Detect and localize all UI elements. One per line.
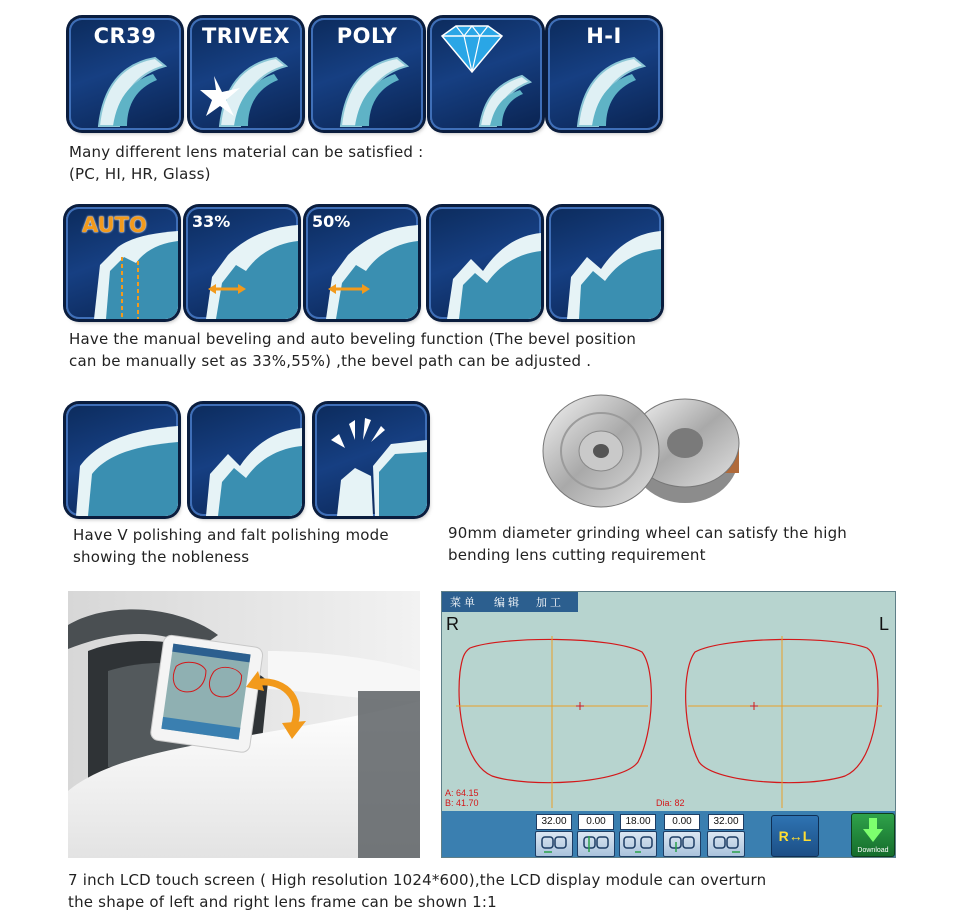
glasses-icon — [664, 832, 700, 856]
diamond-icon — [442, 26, 502, 72]
bevel-percent-label: 33% — [192, 212, 231, 231]
bridge-button[interactable] — [619, 831, 657, 857]
lens-frame-shapes — [442, 612, 895, 812]
v-polish-icon — [190, 404, 302, 516]
bevel-tile-50 — [306, 207, 418, 319]
a-value: A: 64.15 — [445, 788, 479, 798]
material-tile-cr39 — [69, 18, 181, 130]
polish-caption: Have V polishing and falt polishing mode showing the nobleness — [73, 526, 389, 566]
material-label: POLY — [336, 24, 398, 48]
lcd-menu-bar — [442, 592, 578, 612]
material-tile-hi — [548, 18, 660, 130]
frame-height-button[interactable] — [577, 831, 615, 857]
tablet-screen — [150, 634, 264, 753]
bevel-tile-manual-b — [549, 207, 661, 319]
swap-right-left-button[interactable]: R↔L — [771, 815, 819, 857]
left-eye-label: L — [879, 614, 890, 634]
wheel-caption: 90mm diameter grinding wheel can satisfy the high bending lens cutting requirement — [448, 524, 847, 564]
flat-polish-icon — [66, 404, 178, 516]
material-label: H-I — [586, 24, 622, 48]
bevel-percent-label: 50% — [312, 212, 351, 231]
material-tile-glass — [430, 18, 542, 130]
polish-tile-v — [190, 404, 302, 516]
glasses-icon — [578, 832, 614, 856]
dia-value: Dia: 82 — [656, 798, 685, 808]
b-value: B: 41.70 — [445, 798, 479, 808]
param-box[interactable]: 18.00 — [620, 814, 656, 830]
lcd-screen — [441, 591, 896, 858]
download-button[interactable] — [851, 813, 895, 857]
height-offset-button[interactable] — [663, 831, 701, 857]
pd-button[interactable] — [707, 831, 745, 857]
bevel-tile-manual-a — [429, 207, 541, 319]
glasses-icon — [536, 832, 572, 856]
polish-tile-shine — [315, 404, 427, 516]
sparkle-icon — [315, 404, 427, 516]
download-arrow-icon — [852, 814, 894, 846]
bevel-caption: Have the manual beveling and auto beveling function (The bevel position can be manually set as 33%,55%) ,the bevel path can be adjusted . — [69, 330, 637, 370]
grinding-wheel-image — [535, 385, 745, 513]
param-box[interactable]: 32.00 — [536, 814, 572, 830]
material-label: CR39 — [93, 24, 157, 48]
bevel-tile-auto — [66, 207, 178, 319]
menu-item-menu[interactable]: 菜单 — [450, 596, 478, 609]
menu-item-edit[interactable]: 编辑 — [494, 596, 522, 609]
right-eye-label: R — [446, 614, 459, 634]
glasses-icon — [708, 832, 744, 856]
menu-item-process[interactable]: 加工 — [536, 596, 564, 609]
screen-caption: 7 inch LCD touch screen ( High resolution 1024*600),the LCD display module can overturn the shape of left and right lens frame can be shown 1:1 — [68, 871, 767, 911]
machine-photo — [68, 591, 420, 858]
materials-caption: Many different lens material can be satisfied : (PC, HI, HR, Glass) — [69, 143, 424, 183]
auto-label: AUTO — [82, 213, 147, 237]
polish-tile-flat — [66, 404, 178, 516]
bevel-section-icon — [429, 207, 541, 319]
frame-width-button[interactable] — [535, 831, 573, 857]
param-box[interactable]: 0.00 — [664, 814, 700, 830]
download-label: Download — [857, 847, 889, 854]
material-tile-poly — [311, 18, 423, 130]
param-box[interactable]: 32.00 — [708, 814, 744, 830]
bevel-tile-33 — [186, 207, 298, 319]
param-box[interactable]: 0.00 — [578, 814, 614, 830]
bevel-section-icon — [549, 207, 661, 319]
glasses-icon — [620, 832, 656, 856]
material-tile-trivex — [190, 18, 302, 130]
material-label: TRIVEX — [201, 24, 291, 48]
lens-section-icon — [430, 18, 542, 130]
